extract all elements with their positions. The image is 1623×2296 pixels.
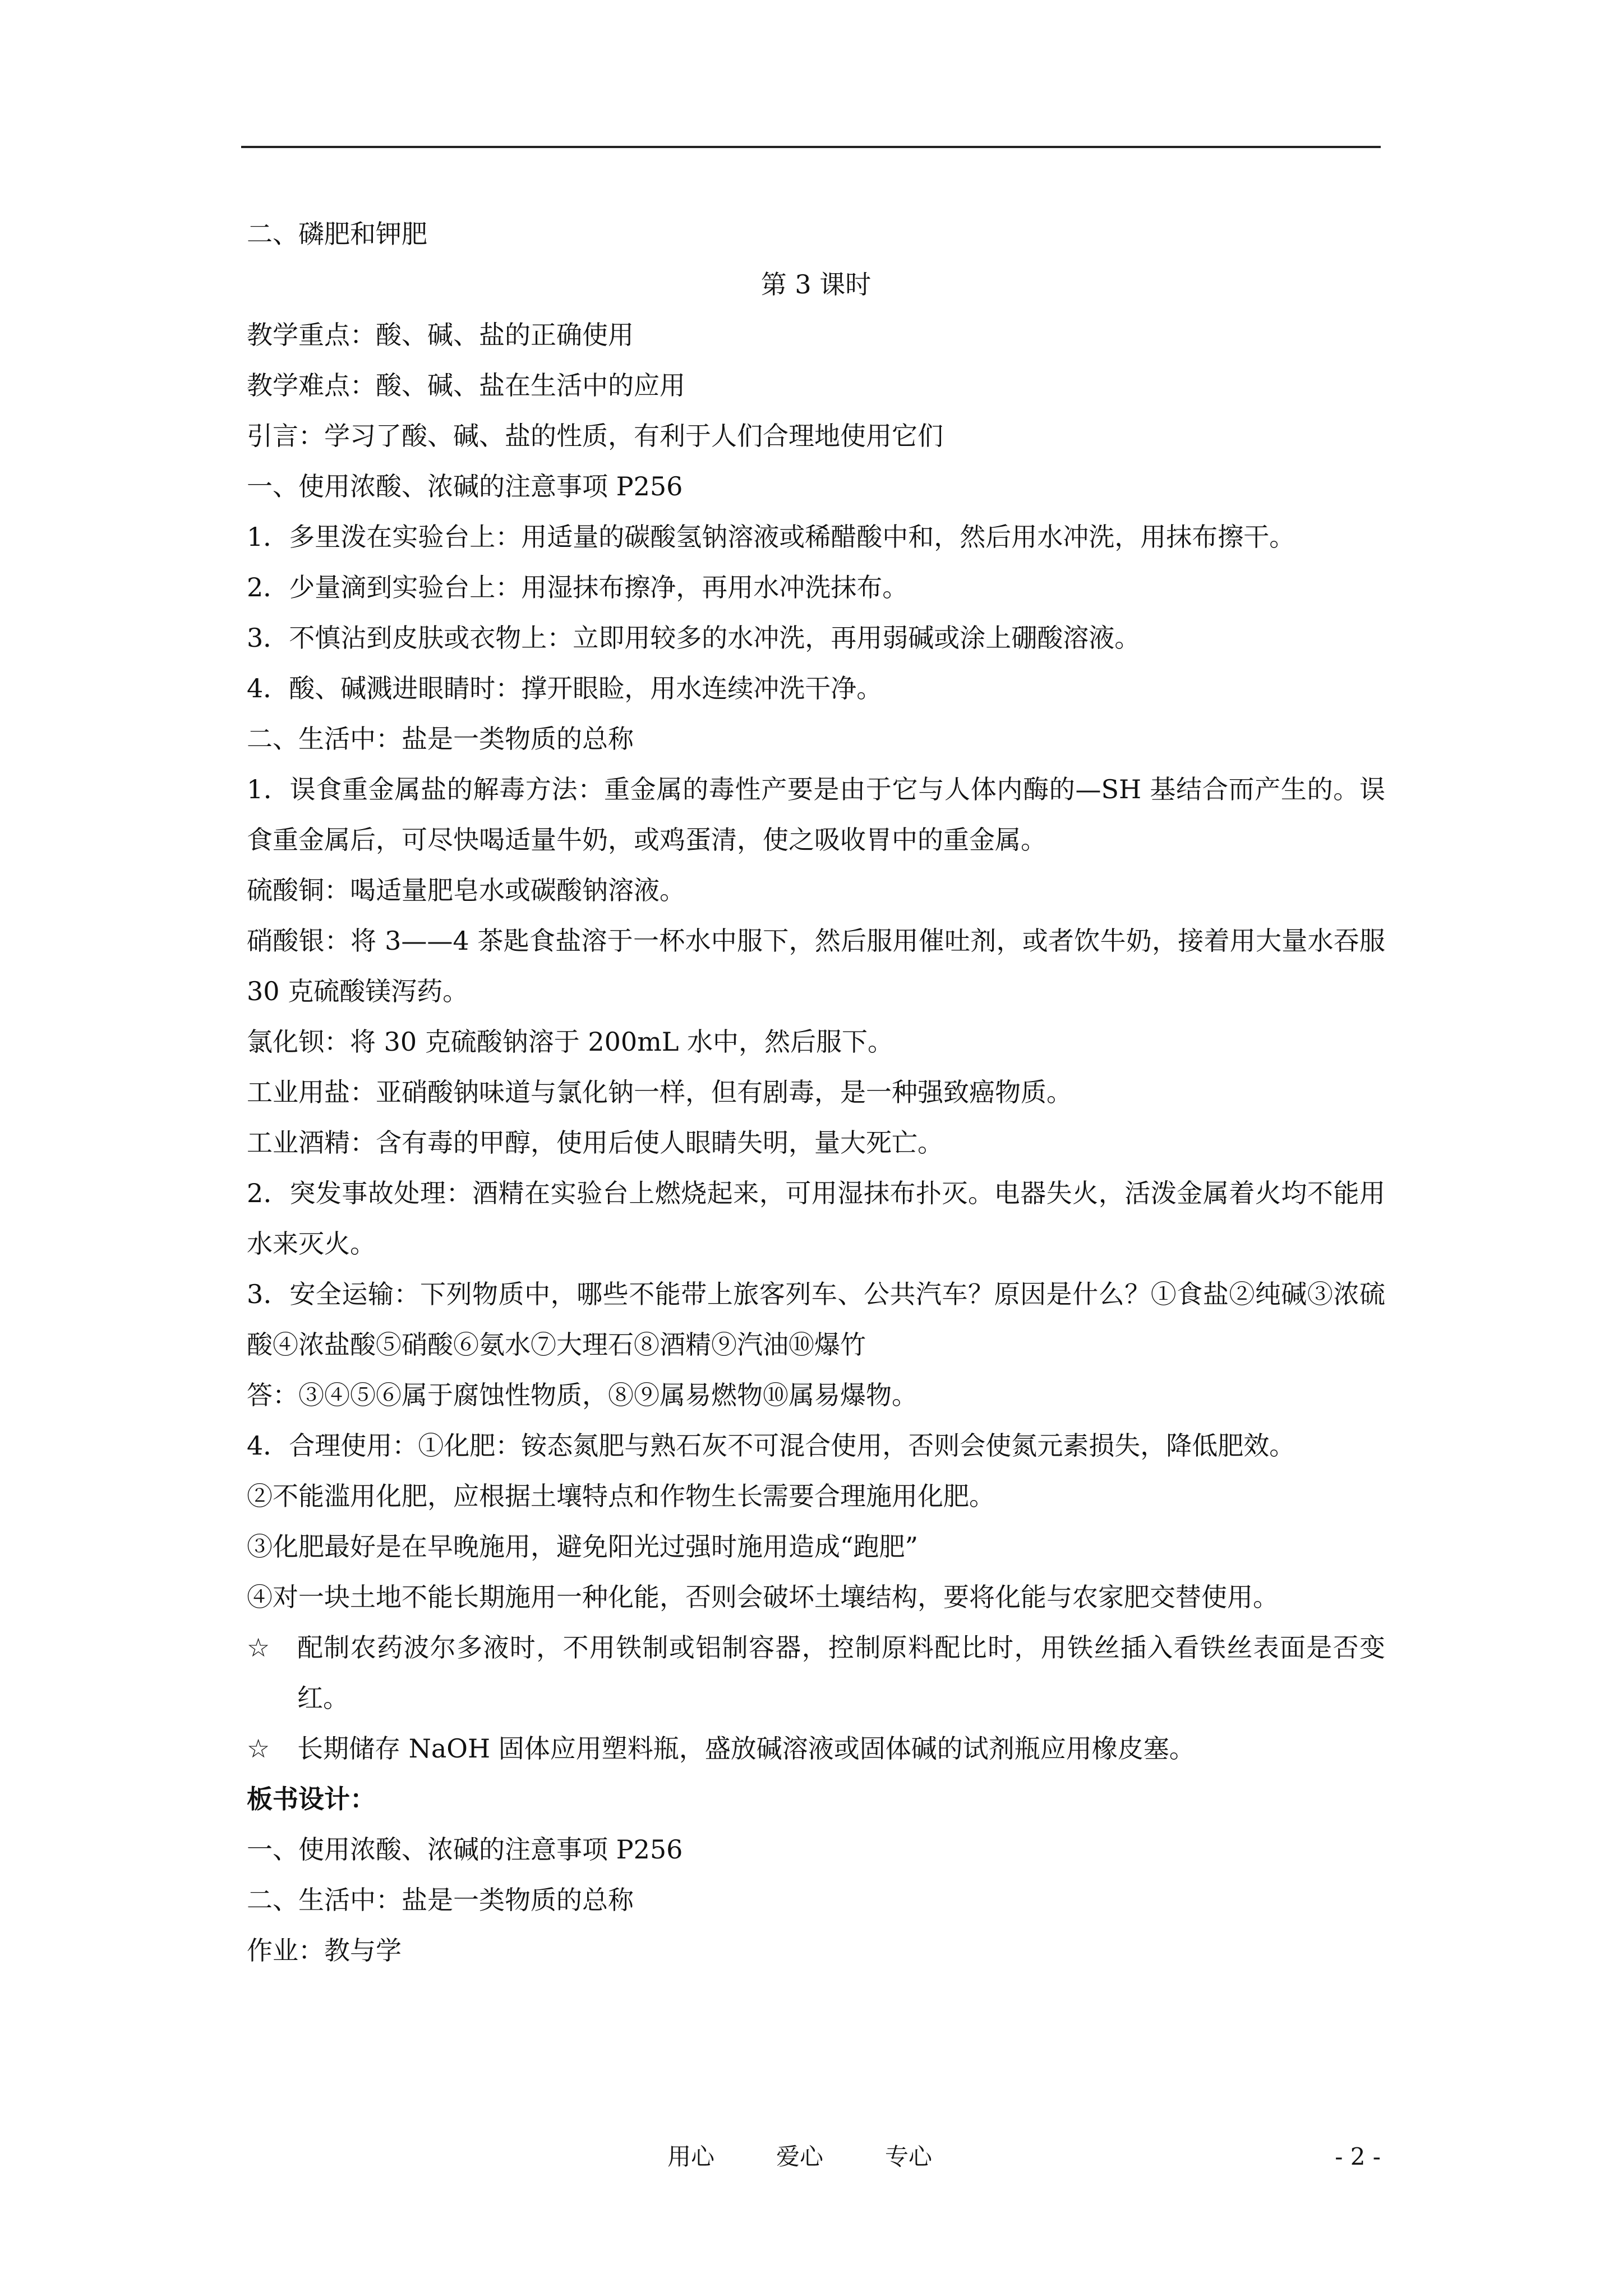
star-icon: ☆: [247, 1733, 270, 1764]
emergency-paragraph: 2．突发事故处理：酒精在实验台上燃烧起来，可用湿抹布扑灭。电器失火，活泼金属着火均不能用水来灭火。: [247, 1178, 1385, 1259]
part2-heading: 二、生活中：盐是一类物质的总称: [247, 724, 634, 754]
part1-item: 2．少量滴到实验台上：用湿抹布擦净，再用水冲洗抹布。: [247, 572, 909, 602]
usage-item: ④对一块土地不能长期施用一种化能，否则会破坏土壤结构，要将化能与农家肥交替使用。: [247, 1582, 1279, 1612]
industrial-salt-note: 工业用盐：亚硝酸钠味道与氯化钠一样，但有剧毒，是一种强致癌物质。: [247, 1077, 1072, 1107]
part1-item: 3．不慎沾到皮肤或衣物上：立即用较多的水冲洗，再用弱碱或涂上硼酸溶液。: [247, 623, 1141, 653]
intro: 引言：学习了酸、碱、盐的性质，有利于人们合理地使用它们: [247, 421, 943, 451]
footer-motto-word: 用心: [667, 2143, 715, 2170]
header-rule: [241, 146, 1381, 148]
footer-motto-word: 爱心: [776, 2143, 824, 2170]
usage-item: ③化肥最好是在早晚施用，避免阳光过强时施用造成“跑肥”: [247, 1531, 919, 1562]
copper-sulfate-note: 硫酸铜：喝适量肥皂水或碳酸钠溶液。: [247, 875, 685, 905]
usage-item: ②不能滥用化肥，应根据土壤特点和作物生长需要合理施用化肥。: [247, 1481, 995, 1511]
part1-item: 1．多里泼在实验台上：用适量的碳酸氢钠溶液或稀醋酸中和，然后用水冲洗，用抹布擦干。: [247, 522, 1295, 552]
board-item: 一、使用浓酸、浓碱的注意事项 P256: [247, 1834, 683, 1865]
detox-paragraph: 1．误食重金属盐的解毒方法：重金属的毒性产要是由于它与人体内酶的—SH 基结合而产生的。误食重金属后，可尽快喝适量牛奶，或鸡蛋清，使之吸收胃中的重金属。: [247, 774, 1385, 855]
board-heading: 板书设计：: [247, 1784, 376, 1814]
star-note-text: 配制农药波尔多液时，不用铁制或铝制容器，控制原料配比时，用铁丝插入看铁丝表面是否变红。: [297, 1632, 1385, 1713]
transport-paragraph: 3．安全运输：下列物质中，哪些不能带上旅客列车、公共汽车？原因是什么？①食盐②纯碱③浓硫酸④浓盐酸⑤硝酸⑥氨水⑦大理石⑧酒精⑨汽油⑩爆竹: [247, 1279, 1385, 1360]
barium-chloride-note: 氯化钡：将 30 克硫酸钠溶于 200mL 水中，然后服下。: [247, 1027, 893, 1057]
lesson-title: 第 3 课时: [760, 269, 872, 300]
page-footer: [0, 2140, 1623, 2174]
section-title: 二、磷肥和钾肥: [247, 219, 427, 249]
homework: 作业：教与学: [247, 1935, 402, 1966]
key-point: 教学重点：酸、碱、盐的正确使用: [247, 320, 634, 350]
board-item: 二、生活中：盐是一类物质的总称: [247, 1885, 634, 1915]
star-note-text: 长期储存 NaOH 固体应用塑料瓶，盛放碱溶液或固体碱的试剂瓶应用橡皮塞。: [297, 1733, 1195, 1764]
star-note: [247, 1723, 1385, 1774]
star-note: [247, 1622, 1385, 1723]
transport-answer: 答：③④⑤⑥属于腐蚀性物质，⑧⑨属易燃物⑩属易爆物。: [247, 1380, 917, 1410]
star-icon: ☆: [247, 1632, 270, 1663]
page-number: - 2 -: [1335, 2143, 1381, 2170]
part1-item: 4．酸、碱溅进眼睛时：撑开眼睑，用水连续冲洗干净。: [247, 673, 883, 703]
page-content: [247, 209, 1385, 1976]
footer-motto-word: 专心: [885, 2143, 933, 2170]
difficulty: 教学难点：酸、碱、盐在生活中的应用: [247, 370, 685, 401]
footer-motto: [667, 2140, 932, 2174]
industrial-alcohol-note: 工业酒精：含有毒的甲醇，使用后使人眼睛失明，量大死亡。: [247, 1128, 943, 1158]
usage-paragraph: 4．合理使用：①化肥：铵态氮肥与熟石灰不可混合使用，否则会使氮元素损失，降低肥效。: [247, 1430, 1295, 1461]
part1-heading: 一、使用浓酸、浓碱的注意事项 P256: [247, 471, 683, 501]
silver-nitrate-note: 硝酸银：将 3——4 茶匙食盐溶于一杯水中服下，然后服用催吐剂，或者饮牛奶，接着用大量水吞服 30 克硫酸镁泻药。: [247, 926, 1385, 1006]
